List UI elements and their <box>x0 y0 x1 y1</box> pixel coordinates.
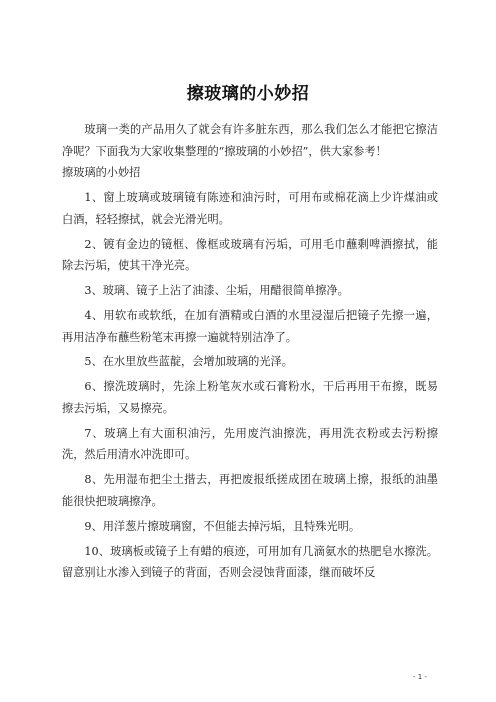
section-heading: 擦玻璃的小妙招 <box>62 166 141 180</box>
tip-5-paragraph: 5、在水里放些蓝靛，会增加玻璃的光泽。 <box>84 355 293 369</box>
tip-1-paragraph: 1、窗上玻璃或玻璃镜有陈迹和油污时，可用布或棉花滴上少许煤油或白酒，轻轻擦拭，就会光滑光明。 <box>62 191 438 226</box>
tip-9-paragraph: 9、用洋葱片擦玻璃窗，不但能去掉污垢，且特殊光明。 <box>84 519 361 533</box>
tip-4-paragraph: 4、用软布或软纸，在加有酒精或白酒的水里浸湿后把镜子先擦一遍，再用洁净布蘸些粉笔末再擦一遍就特别洁净了。 <box>62 308 438 344</box>
page-number: - 1 - <box>413 673 427 681</box>
tip-2-paragraph: 2、镀有金边的镜框、像框或玻璃有污垢，可用毛巾蘸剩啤酒擦拭，能除去污垢，使其干净光亮。 <box>62 237 438 273</box>
document-title: 擦玻璃的小妙招 <box>186 84 310 104</box>
tip-3-paragraph: 3、玻璃、镜子上沾了油漆、尘垢，用醋很简单擦净。 <box>84 284 349 298</box>
tip-10-paragraph: 10、玻璃板或镜子上有蜡的痕迹，可用加有几滴氨水的热肥皂水擦洗。留意别让水渗入到镜子的背面，否则会浸蚀背面漆，继而破坏反 <box>62 544 438 580</box>
tip-6-paragraph: 6、擦洗玻璃时，先涂上粉笔灰水或石膏粉水，干后再用干布擦，既易擦去污垢，又易擦亮。 <box>62 380 438 415</box>
document-body <box>62 119 438 587</box>
tip-7-paragraph: 7、玻璃上有大面积油污，先用废汽油擦洗，再用洗衣粉或去污粉擦洗，然后用清水冲洗即可。 <box>62 426 438 462</box>
tip-8-paragraph: 8、先用湿布把尘土揩去，再把废报纸搓成团在玻璃上擦，报纸的油墨能很快把玻璃擦净。 <box>62 473 438 508</box>
intro-paragraph: 玻璃一类的产品用久了就会有许多脏东西，那么我们怎么才能把它擦洁净呢？下面我为大家收集整理的“擦玻璃的小妙招”，供大家参考！ <box>62 123 438 158</box>
